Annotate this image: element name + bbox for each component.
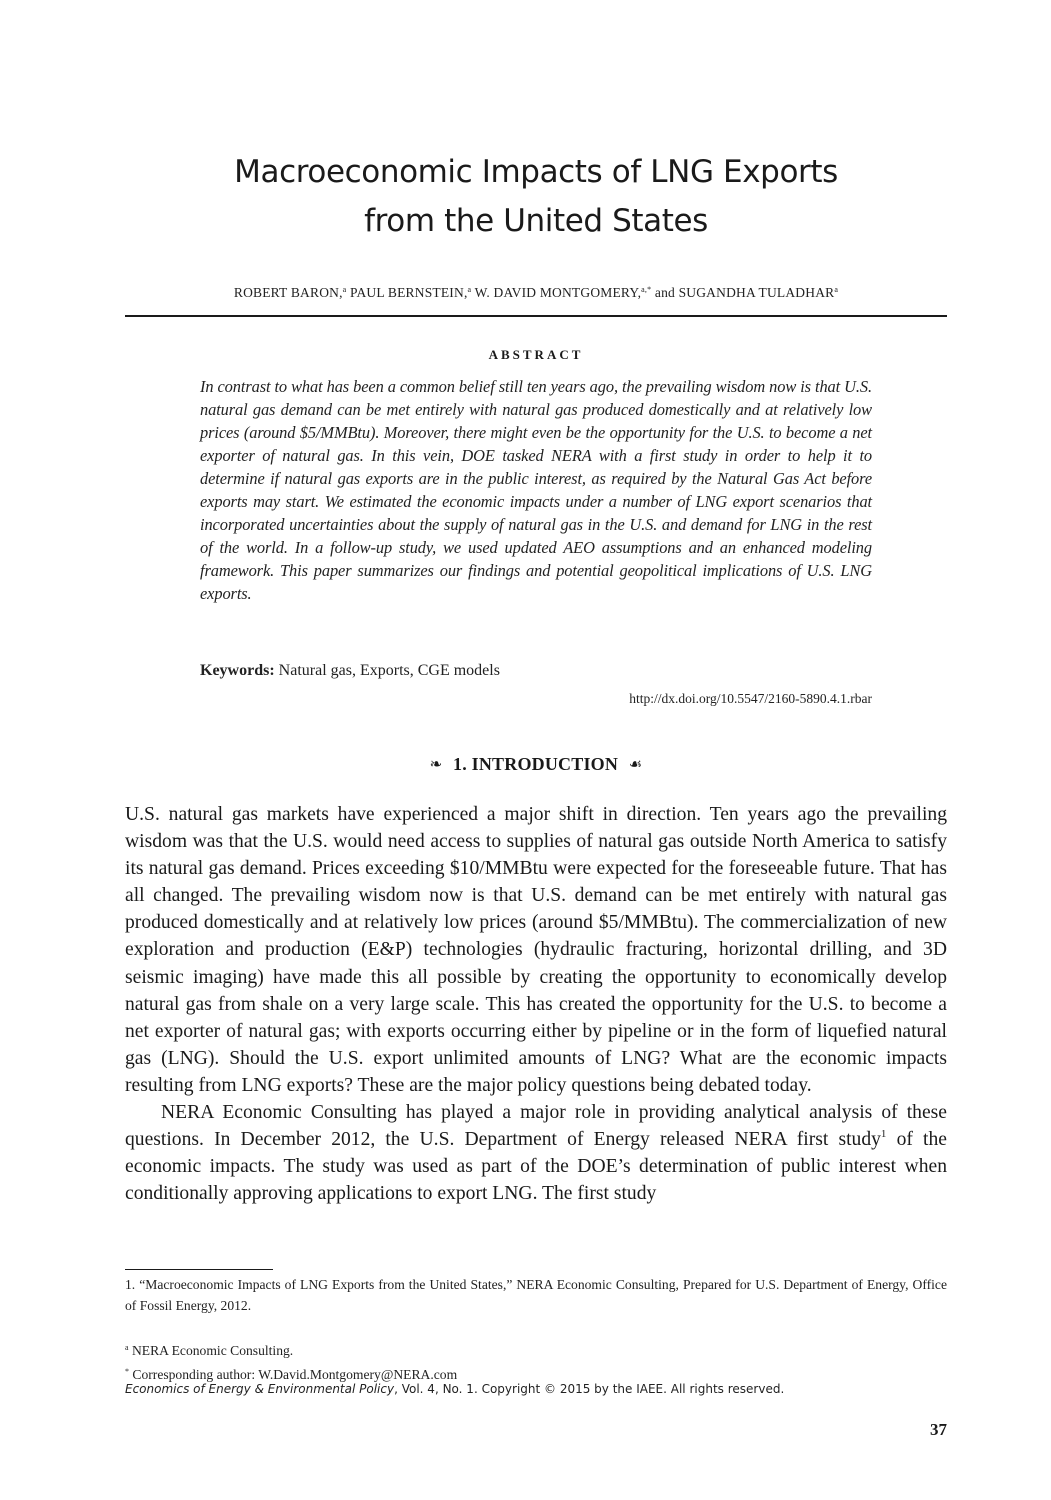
article-title: [125, 148, 947, 246]
footnote-1: 1. “Macroeconomic Impacts of LNG Exports from the United States,” NERA Economic Consulting, Prepared for U.S. Department of Energy, Office of Fossil Energy, 2012.: [125, 1277, 947, 1313]
author-mark: a: [342, 285, 347, 294]
author-mark: a,*: [641, 285, 652, 294]
keywords-label: Keywords:: [200, 662, 275, 679]
paragraph-2: [125, 1099, 947, 1207]
journal-name: Economics of Energy & Environmental Policy: [125, 1382, 395, 1396]
title-line-1: Macroeconomic Impacts of LNG Exports: [234, 154, 838, 190]
ornament-right-icon: ☙: [628, 757, 643, 773]
section-heading: [125, 754, 947, 775]
footnote-ref[interactable]: 1: [880, 1128, 887, 1141]
section-title: 1. INTRODUCTION: [453, 754, 619, 774]
affiliation-text: NERA Economic Consulting.: [128, 1343, 294, 1358]
title-line-2: from the United States: [364, 203, 708, 239]
author: and SUGANDHA TULADHAR: [654, 285, 835, 300]
page-number: 37: [930, 1420, 947, 1439]
paragraph-2-end: of the economic impacts. The study was used as part of the DOE’s determination of public interest when conditionally approving applications to export LNG. The first study: [125, 1129, 947, 1205]
journal-citation: [125, 1382, 947, 1396]
author-mark: a: [467, 285, 472, 294]
affiliation-a: [125, 1337, 947, 1361]
abstract-heading: ABSTRACT: [488, 347, 584, 362]
author-mark: a: [834, 285, 839, 294]
footnote-rule: [125, 1269, 273, 1270]
doi-link[interactable]: http://dx.doi.org/10.5547/2160-5890.4.1.rbar: [629, 691, 872, 706]
paragraph-1: U.S. natural gas markets have experienced a major shift in direction. Ten years ago the prevailing wisdom was that the U.S. would need access to supplies of natural gas outside North America to satisfy its natural gas demand. Prices exceeding $10/MMBtu were expected for the foreseeable future. That has all changed. The prevailing wisdom now is that U.S. demand can be met entirely with natural gas produced domestically and at relatively low prices (around $5/MMBtu). The commercialization of new exploration and production (E&P) technologies (hydraulic fracturing, horizontal drilling, and 3D seismic imaging) have made this all possible by creating the opportunity to economically develop natural gas from shale on a very large scale. This has created the opportunity for the U.S. to become a net exporter of natural gas; with exports occurring either by pipeline or in the form of liquefied natural gas (LNG). Should the U.S. export unlimited amounts of LNG? What are the economic impacts resulting from LNG exports? These are the major policy questions being debated today.: [125, 804, 947, 1096]
keywords-value: Natural gas, Exports, CGE models: [278, 662, 500, 679]
author-list: [125, 285, 947, 301]
keywords: [200, 660, 872, 682]
body-text: [125, 801, 947, 1207]
author: W. DAVID MONTGOMERY,: [474, 285, 642, 300]
author: ROBERT BARON,: [233, 285, 343, 300]
author: PAUL BERNSTEIN,: [350, 285, 468, 300]
paragraph-2-start: NERA Economic Consulting has played a major role in providing analytical analysis of these questions. In December 2012, the U.S. Department of Energy released NERA first study: [125, 1102, 947, 1151]
corresponding-text: Corresponding author: W.David.Montgomery@NERA.com: [129, 1367, 458, 1382]
abstract-text: In contrast to what has been a common belief still ten years ago, the prevailing wisdom now is that U.S. natural gas demand can be met entirely with natural gas produced domestically and at relatively low prices (around $5/MMBtu). Moreover, there might even be the opportunity for the U.S. to become a net exporter of natural gas. In this vein, DOE tasked NERA with a first study in order to help it to determine if natural gas exports are in the public interest, as required by the Natural Gas Act before exports may start. We estimated the economic impacts under a number of LNG export scenarios that incorporated uncertainties about the supply of natural gas in the U.S. and demand for LNG in the rest of the world. In a follow-up study, we used updated AEO assumptions and an enhanced modeling framework. This paper summarizes our findings and potential geopolitical implications of U.S. LNG exports.: [200, 377, 872, 603]
affiliations: [125, 1337, 947, 1385]
journal-details: , Vol. 4, No. 1. Copyright © 2015 by the IAEE. All rights reserved.: [394, 1382, 785, 1396]
affiliation-mark: a: [125, 1343, 129, 1352]
corresponding-mark: *: [125, 1367, 129, 1376]
ornament-left-icon: ❧: [429, 757, 443, 773]
header-rule: [125, 315, 947, 317]
